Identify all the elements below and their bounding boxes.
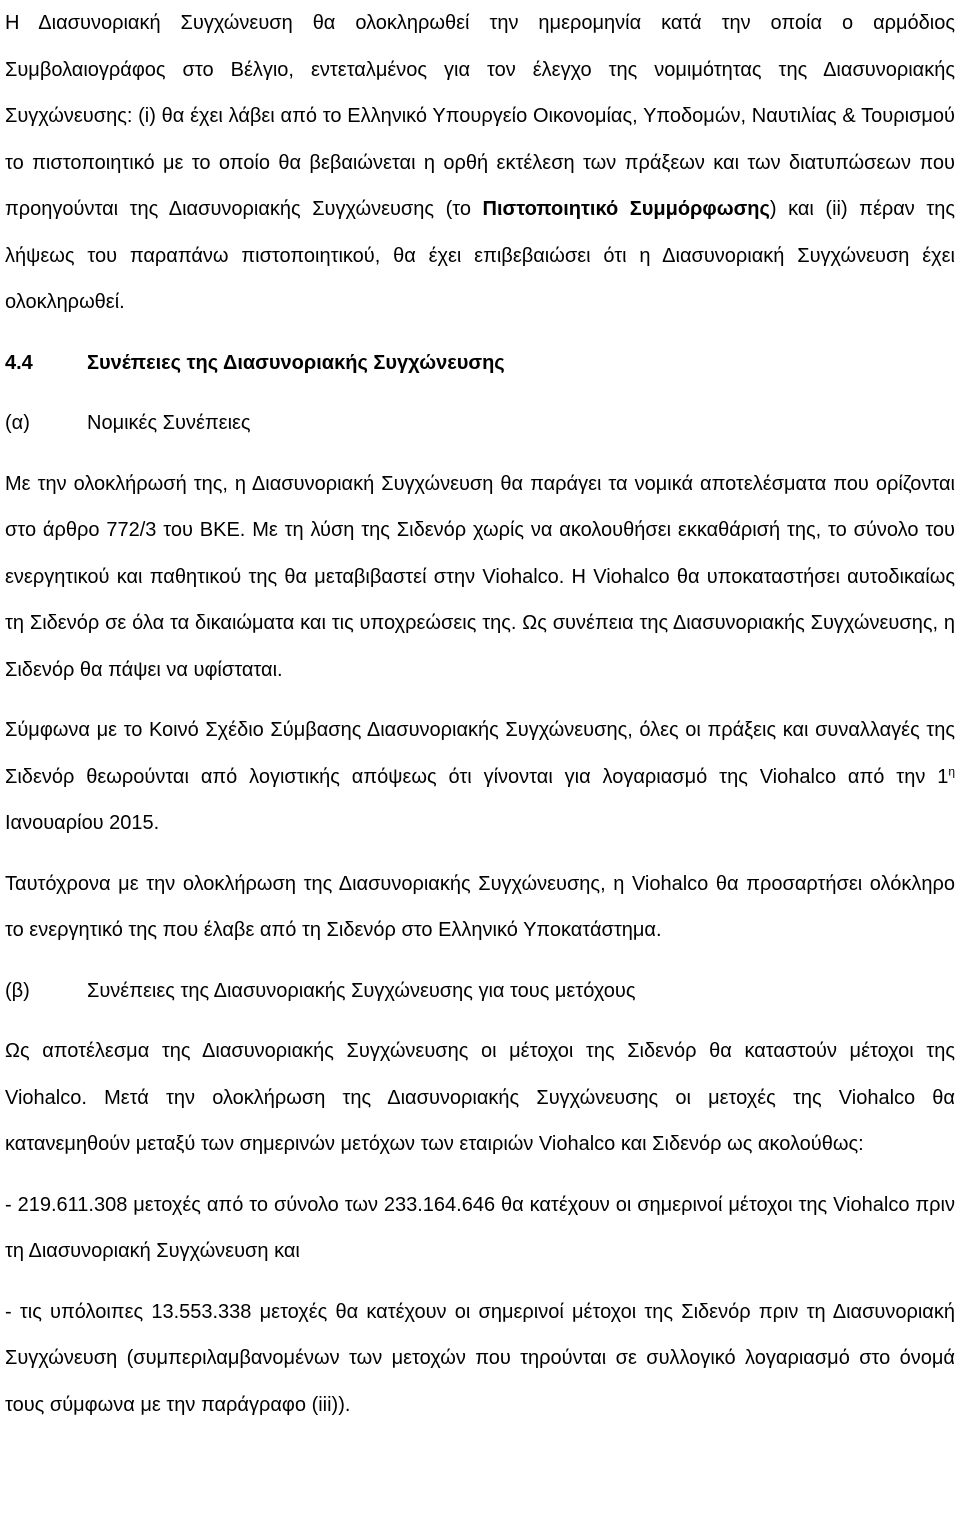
subsection-label: (β) xyxy=(5,979,30,1002)
paragraph-accounting xyxy=(5,707,955,847)
paragraph-completion xyxy=(5,0,955,326)
list-item-sidenor-shares: - τις υπόλοιπες 13.553.338 μετοχές θα κατέχουν οι σημερινοί μέτοχοι της Σιδενόρ πριν τη Διασυνοριακή Συγχώνευση (συμπεριλαμβανομένων των μετοχών που τηρούνται σε συλλογικό λογαριασμό στο όνομά τους σύμφωνα με την παράγραφο (iii)). xyxy=(5,1300,955,1416)
subsection-heading-b xyxy=(5,968,955,1015)
paragraph-shareholders: Ως αποτέλεσμα της Διασυνοριακής Συγχώνευσης οι μέτοχοι της Σιδενόρ θα καταστούν μέτοχοι της Viohalco. Μετά την ολοκλήρωση της Διασυνοριακής Συγχώνευσης οι μετοχές της Viohalco θα κατανεμηθούν μεταξύ των σημερινών μετόχων των εταιριών Viohalco και Σιδενόρ ως ακολούθως: xyxy=(5,1040,955,1155)
paragraph-text: ) και (ii) πέραν της λήψεως του παραπάνω πιστοποιητικού, θα έχει επιβεβαιώσει ότι η Διασυνοριακή Συγχώνευση έχει ολοκληρωθεί. xyxy=(5,198,956,313)
section-title: Συνέπειες της Διασυνοριακής Συγχώνευσης xyxy=(87,351,505,374)
subsection-label: (α) xyxy=(5,412,30,434)
list-item-viohalco-shares: - 219.611.308 μετοχές από το σύνολο των 233.164.646 θα κατέχουν οι σημερινοί μέτοχοι της Viohalco πριν τη Διασυνοριακή Συγχώνευση και xyxy=(5,1193,955,1262)
paragraph-legal-effects: Με την ολοκλήρωσή της, η Διασυνοριακή Συγχώνευση θα παράγει τα νομικά αποτελέσματα που ορίζονται στο άρθρο 772/3 του ΒΚΕ. Με τη λύση της Σιδενόρ χωρίς να ακολουθήσει εκκαθάρισή της, το σύνολο του ενεργητικού και παθητικού της θα μεταβιβαστεί στην Viohalco. Η Viohalco θα υποκαταστήσει αυτοδικαίως τη Σιδενόρ σε όλα τα δικαιώματα και τις υποχρεώσεις της. Ως συνέπεια της Διασυνοριακής Συγχώνευσης, η Σιδενόρ θα πάψει να υφίσταται. xyxy=(5,472,955,681)
document-page xyxy=(5,0,955,1428)
superscript: η xyxy=(948,763,955,778)
paragraph-text: Η Διασυνοριακή Συγχώνευση θα ολοκληρωθεί την ημερομηνία κατά την οποία ο αρμόδιος Συμβολαιογράφος στο Βέλγιο, εντεταλμένος για τον έλεγχο της νομιμότητας της Διασυνοριακής Συγχώνευσης: (i) θα έχει λάβει από το Ελληνικό Υπουργείο Οικονομίας, Υποδομών, Ναυτιλίας & Τουρισμού το πιστοποιητικό με το οποίο θα βεβαιώνεται η ορθή εκτέλεση των πράξεων και των διατυπώσεων που προηγούνται της Διασυνοριακής Συγχώνευσης (το xyxy=(5,12,955,220)
defined-term: Πιστοποιητικό Συμμόρφωσης xyxy=(482,198,770,220)
section-number: 4.4 xyxy=(5,351,33,374)
subsection-title: Νομικές Συνέπειες xyxy=(87,412,251,434)
paragraph-text: Σύμφωνα με το Κοινό Σχέδιο Σύμβασης Διασυνοριακής Συγχώνευσης, όλες οι πράξεις και συναλλαγές της Σιδενόρ θεωρούνται από λογιστικής απόψεως ότι γίνονται για λογαριασμό της Viohalco από την 1 xyxy=(5,719,955,788)
section-heading-4-4 xyxy=(5,340,955,387)
paragraph-text: Ιανουαρίου 2015. xyxy=(5,812,160,834)
subsection-title: Συνέπειες της Διασυνοριακής Συγχώνευσης για τους μετόχους xyxy=(87,979,636,1002)
paragraph-greek-branch: Ταυτόχρονα με την ολοκλήρωση της Διασυνοριακής Συγχώνευσης, η Viohalco θα προσαρτήσει ολόκληρο το ενεργητικό της που έλαβε από τη Σιδενόρ στο Ελληνικό Υποκατάστημα. xyxy=(5,872,955,941)
subsection-heading-a xyxy=(5,400,955,447)
